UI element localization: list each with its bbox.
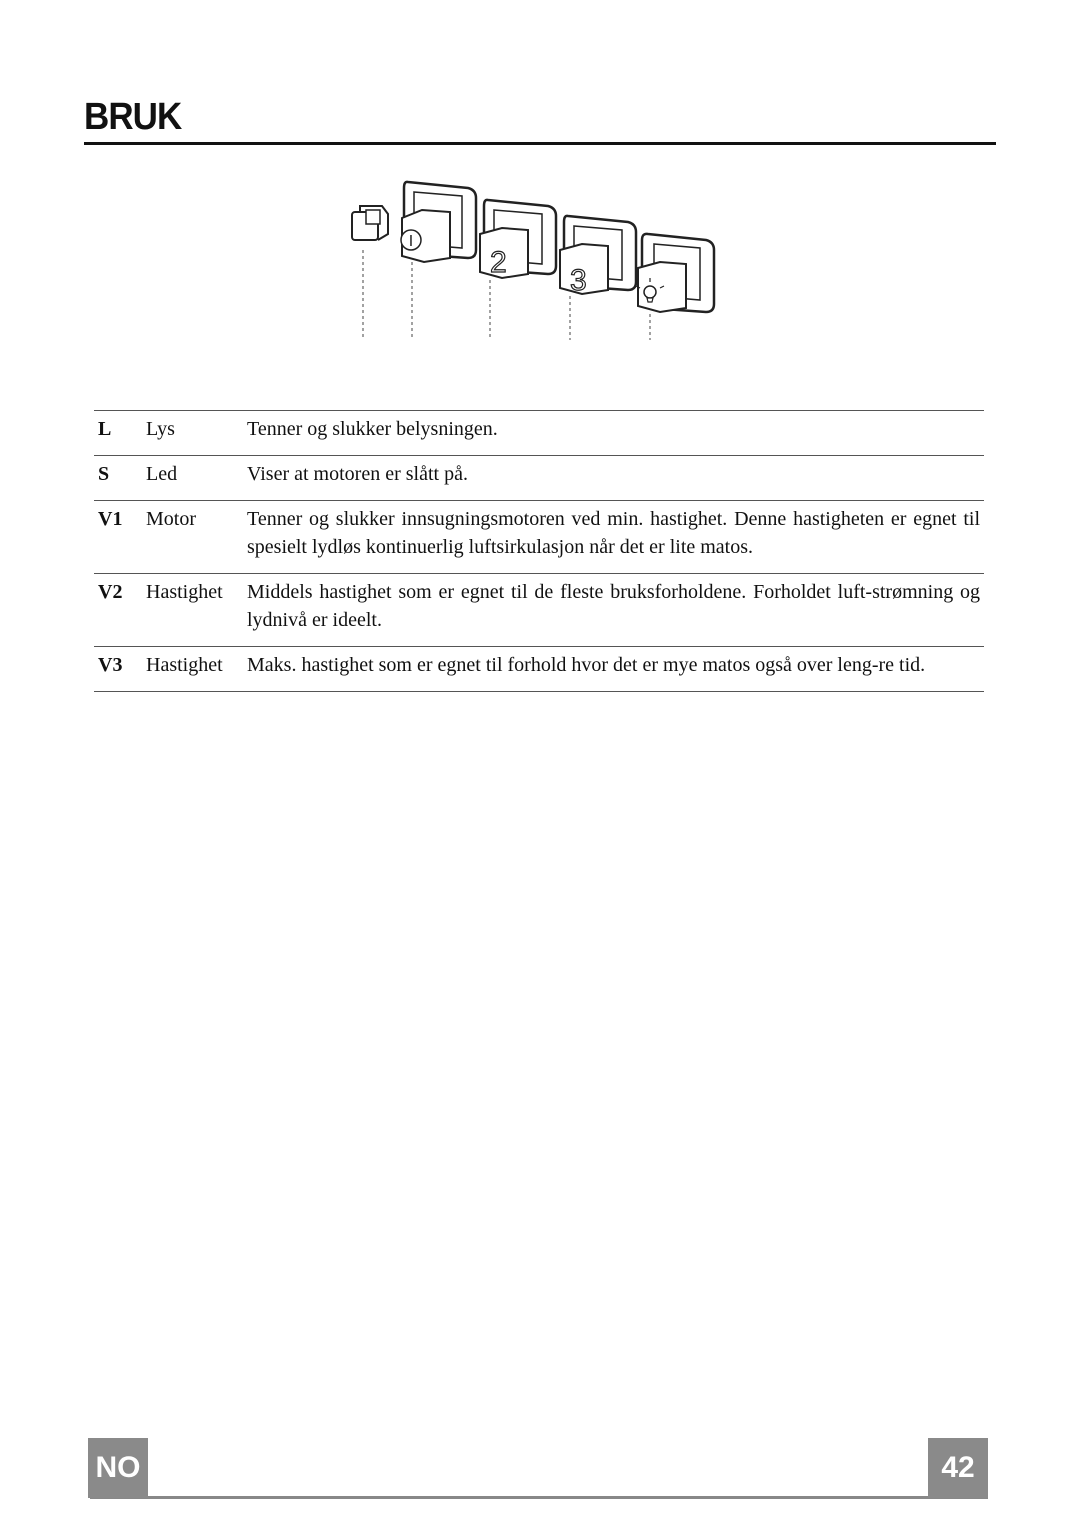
- legend-description: Viser at motoren er slått på.: [247, 463, 468, 485]
- legend-code: V3: [98, 654, 123, 676]
- legend-name: Hastighet: [146, 654, 223, 676]
- legend-row: [94, 574, 984, 647]
- title-divider: [84, 142, 996, 145]
- speed-button-v2-icon: [480, 200, 556, 279]
- legend-row: [94, 647, 984, 692]
- legend-description: Tenner og slukker belysningen.: [247, 418, 498, 440]
- language-badge: NO: [88, 1438, 148, 1498]
- controls-legend-table: [94, 410, 984, 692]
- page-title: BRUK: [84, 96, 182, 138]
- legend-description: Middels hastighet som er egnet til de fleste bruksforholdene. Forholdet luft-strømning og lydnivå er ideelt.: [247, 581, 980, 631]
- legend-name: Motor: [146, 508, 196, 530]
- legend-name: Lys: [146, 418, 175, 440]
- legend-row: [94, 456, 984, 501]
- control-panel-diagram: [330, 170, 730, 345]
- legend-row: [94, 411, 984, 456]
- button-label-1: I: [408, 233, 414, 250]
- legend-name: Hastighet: [146, 581, 223, 603]
- legend-code: S: [98, 463, 110, 485]
- button-label-3: 3: [570, 264, 587, 297]
- light-button-icon: [636, 234, 714, 312]
- speed-button-v3-icon: [560, 216, 636, 297]
- motor-button-v1-icon: [401, 182, 476, 262]
- led-indicator-icon: [352, 206, 388, 240]
- legend-row: [94, 501, 984, 574]
- legend-code: V2: [98, 581, 123, 603]
- legend-code: V1: [98, 508, 123, 530]
- legend-code: L: [98, 418, 112, 440]
- legend-description: Tenner og slukker innsugningsmotoren ved min. hastighet. Denne hastigheten er egnet til spesielt lydløs kontinuerlig luftsirkulasjon når det er lite matos.: [247, 508, 980, 558]
- page-number: 42: [928, 1438, 988, 1498]
- footer-divider: [90, 1496, 988, 1499]
- button-label-2: 2: [490, 246, 507, 279]
- legend-name: Led: [146, 463, 178, 485]
- legend-description: Maks. hastighet som er egnet til forhold hvor det er mye matos også over leng-re tid.: [247, 654, 926, 676]
